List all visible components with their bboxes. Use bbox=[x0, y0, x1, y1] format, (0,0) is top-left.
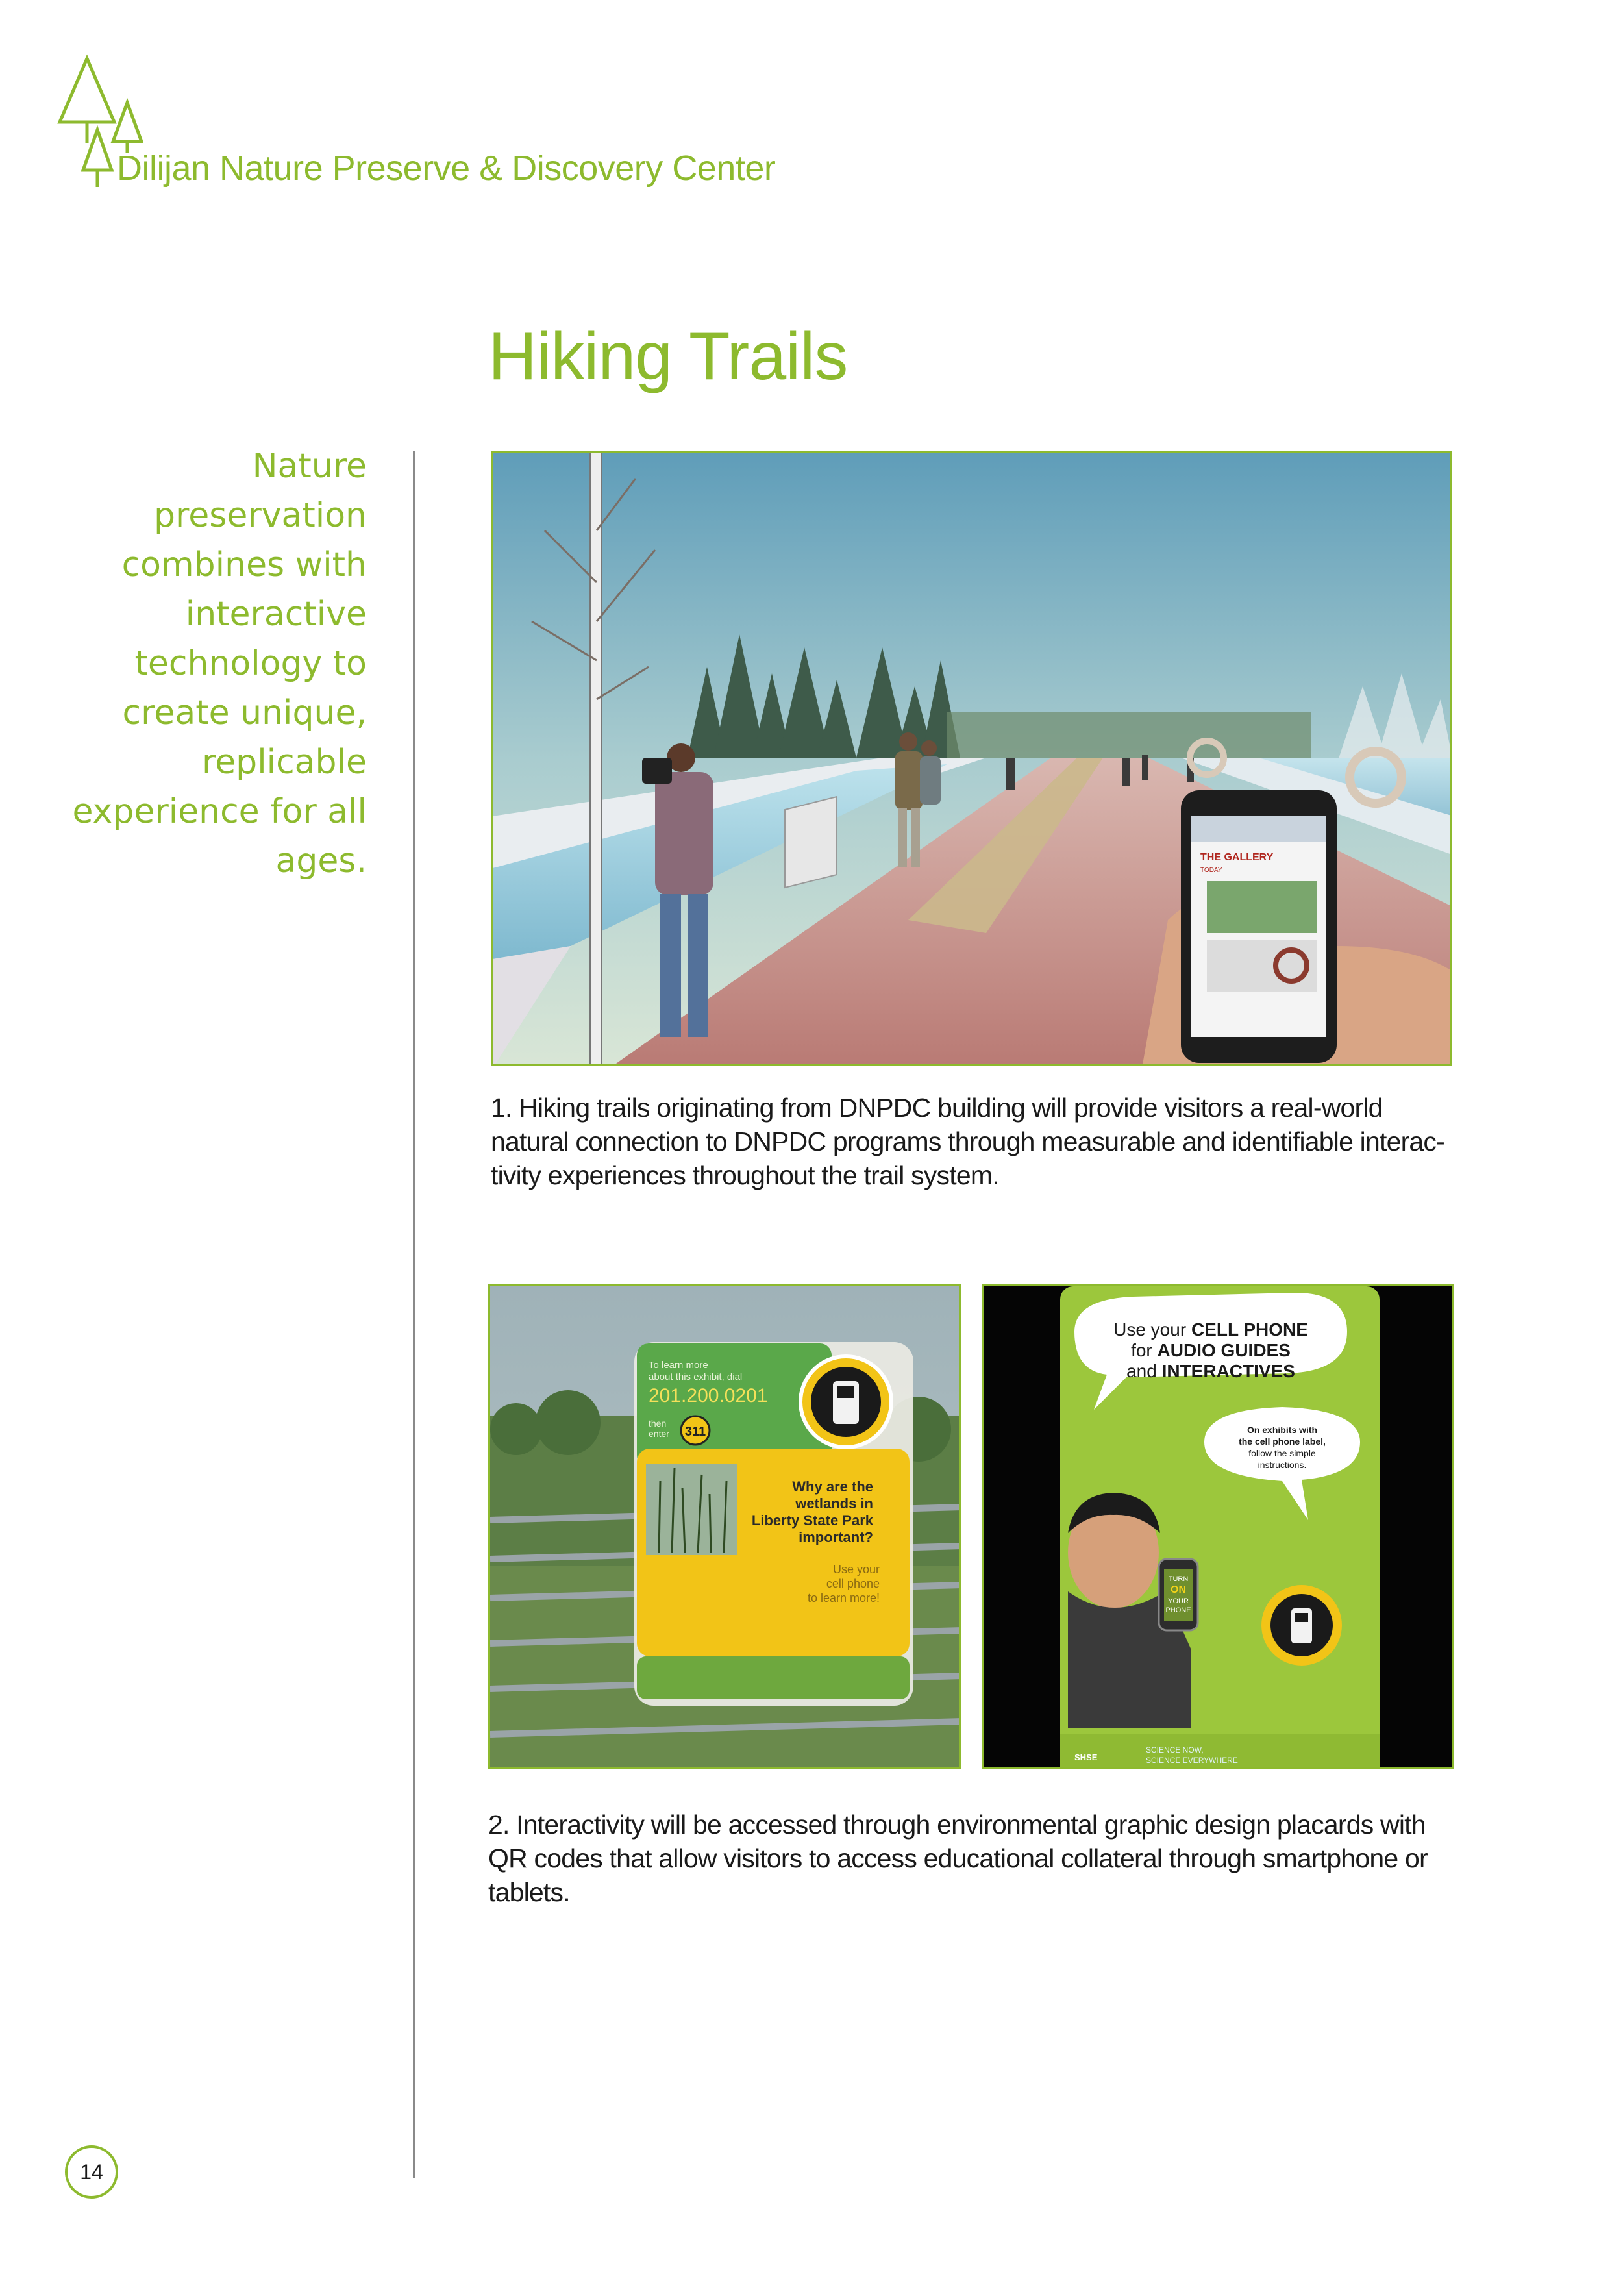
poster-bubble-line bbox=[1131, 1340, 1291, 1360]
placard-enter: enter bbox=[649, 1429, 669, 1439]
caption-line: 2. Interactivity will be accessed through environmental graphic design placards with bbox=[488, 1810, 1426, 1840]
poster-bubble-2-line: instructions. bbox=[1258, 1460, 1307, 1470]
caption-line: natural connection to DNPDC programs through measurable and identifiable interac- bbox=[491, 1127, 1444, 1156]
placard-question-line: important? bbox=[799, 1529, 873, 1545]
phone-screen-subtitle: TODAY bbox=[1200, 867, 1222, 874]
poster-bubble-2-line: follow the simple bbox=[1248, 1448, 1316, 1458]
poster-footer-brand: SHSE bbox=[1074, 1753, 1098, 1762]
poster-bubble-line bbox=[1126, 1361, 1295, 1381]
poster-phone-text: ON bbox=[1171, 1584, 1186, 1595]
placard-use-phone-line: Use your bbox=[832, 1563, 880, 1576]
placard-question-line: wetlands in bbox=[795, 1495, 873, 1512]
poster-footer-line: SCIENCE EVERYWHERE bbox=[1146, 1756, 1238, 1765]
placard-use-phone-line: cell phone bbox=[826, 1577, 880, 1590]
placard-learn-more: To learn more bbox=[649, 1360, 708, 1371]
caption-line: tablets. bbox=[488, 1877, 570, 1907]
poster-footer-line: SCIENCE NOW, bbox=[1146, 1745, 1204, 1754]
poster-phone-text: PHONE bbox=[1165, 1606, 1191, 1614]
placard-then: then bbox=[649, 1418, 667, 1429]
poster-bubble-line bbox=[1113, 1319, 1308, 1340]
page-number: 14 bbox=[65, 2145, 118, 2199]
wetlands-placard-photo bbox=[488, 1284, 961, 1769]
poster-bubble-2-line: the cell phone label, bbox=[1239, 1436, 1326, 1447]
poster-bubble-text: and bbox=[1126, 1361, 1162, 1381]
caption-line: QR codes that allow visitors to access educational collateral through smartphone or bbox=[488, 1843, 1428, 1873]
poster-phone-text: TURN bbox=[1168, 1575, 1189, 1583]
placard-use-phone-line: to learn more! bbox=[807, 1591, 880, 1604]
phone-screen-title: THE GALLERY bbox=[1200, 852, 1274, 863]
placard-question-line: Why are the bbox=[792, 1479, 873, 1495]
placard-phone-number: 201.200.0201 bbox=[649, 1385, 768, 1406]
organization-name: Dilijan Nature Preserve & Discovery Center bbox=[117, 149, 776, 188]
poster-bubble-text: for bbox=[1131, 1340, 1158, 1360]
page-title: Hiking Trails bbox=[488, 319, 848, 394]
poster-phone-text: YOUR bbox=[1168, 1597, 1189, 1605]
caption-line: tivity experiences throughout the trail system. bbox=[491, 1160, 999, 1190]
pull-quote: Nature preservation combines with interactive technology to create unique, replicable experience for all ages. bbox=[72, 447, 367, 880]
figure-2-caption bbox=[488, 1808, 1462, 1909]
poster-bubble-text: Use your bbox=[1113, 1319, 1191, 1340]
poster-bubble-text: AUDIO GUIDES bbox=[1157, 1340, 1291, 1360]
placard-question-line: Liberty State Park bbox=[751, 1512, 873, 1529]
poster-bubble-text: INTERACTIVES bbox=[1161, 1361, 1295, 1381]
caption-line: 1. Hiking trails originating from DNPDC building will provide visitors a real-world bbox=[491, 1093, 1383, 1123]
placard-about-exhibit: about this exhibit, dial bbox=[649, 1371, 743, 1382]
figure-1-caption bbox=[491, 1091, 1458, 1192]
placard-code: 311 bbox=[684, 1425, 706, 1439]
vertical-divider bbox=[413, 451, 415, 2178]
poster-bubble-2-line: On exhibits with bbox=[1246, 1425, 1318, 1435]
audio-guide-poster-photo bbox=[982, 1284, 1454, 1769]
poster-bubble-text: CELL PHONE bbox=[1191, 1319, 1308, 1340]
hiking-trail-rendering-photo bbox=[491, 451, 1452, 1066]
